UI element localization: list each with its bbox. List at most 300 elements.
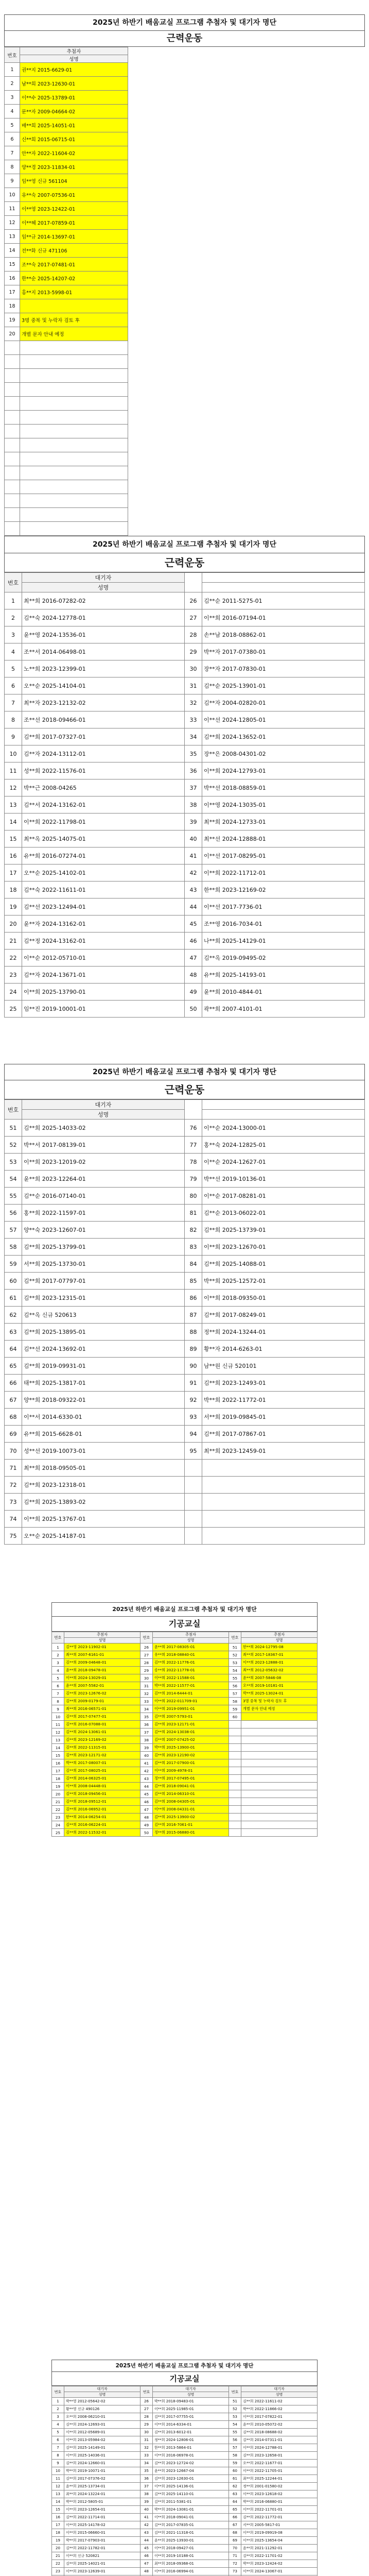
row-number: 33 <box>185 711 202 728</box>
row-number: 20 <box>5 916 22 933</box>
member-name: 이**희 2022-11798-01 <box>22 814 185 831</box>
table-row <box>5 1443 365 1460</box>
member-name: 김**희 2023-12169-02 <box>64 1736 140 1744</box>
program-subtitle: 근력운동 <box>4 553 365 572</box>
row-number: 7 <box>5 146 20 160</box>
row-number: 48 <box>140 1814 153 1821</box>
member-name: 태**희 2025-13817-01 <box>22 1375 185 1392</box>
row-number: 29 <box>140 1667 153 1674</box>
table-row <box>5 1375 365 1392</box>
table-row <box>5 341 365 355</box>
row-number: 20 <box>52 2545 64 2552</box>
row-number: 15 <box>5 831 22 848</box>
row-number <box>5 466 20 480</box>
table-row <box>5 244 365 258</box>
row-number: 42 <box>140 2521 153 2529</box>
row-number: 26 <box>185 592 202 609</box>
member-name: 문**자 2009-04664-02 <box>20 105 128 118</box>
member-name <box>202 1511 365 1528</box>
member-name: 김**희 2014-6444-01 <box>153 1690 229 1698</box>
row-number: 5 <box>5 118 20 132</box>
table-row <box>52 1744 318 1752</box>
table-row <box>5 831 365 848</box>
col-name-header: 성명 <box>241 1638 318 1643</box>
member-name: 이**희 2024-12788-01 <box>241 2444 318 2452</box>
member-name: 박**선 2019-10136-01 <box>202 1171 365 1188</box>
row-number: 11 <box>5 762 22 779</box>
member-name: 박**희 2022-11772-01 <box>202 1392 365 1409</box>
table-row <box>52 1721 318 1728</box>
member-name: 김**희 2023-12315-01 <box>22 1290 185 1307</box>
row-number: 84 <box>185 1256 202 1273</box>
row-number: 39 <box>185 814 202 831</box>
col-no-header: 번호 <box>140 1632 153 1643</box>
col-group-header: 대기자 <box>241 2386 318 2392</box>
row-number <box>229 1829 241 1837</box>
table-row <box>5 1358 365 1375</box>
row-number: 44 <box>140 2537 153 2545</box>
row-number: 26 <box>140 1643 153 1651</box>
member-name: 송**희 2022-11778-01 <box>153 1667 229 1674</box>
table-row <box>5 728 365 745</box>
row-number: 33 <box>140 1698 153 1705</box>
row-number: 39 <box>140 1744 153 1752</box>
note-line: 개별 문자 안내 예정 <box>241 1705 318 1713</box>
member-name: 유**희 2025-14193-01 <box>202 967 365 984</box>
member-name <box>202 1477 365 1494</box>
member-name: 김**희 2022-11776-01 <box>153 1659 229 1667</box>
member-name: 정**희 2015-06880-01 <box>153 1829 229 1837</box>
member-name: 남**희 2023-12630-01 <box>20 77 128 91</box>
table-row <box>5 626 365 643</box>
table-row <box>5 967 365 984</box>
row-number <box>5 522 20 536</box>
member-name: 김**희 2017-07835-01 <box>153 2521 229 2529</box>
row-number: 28 <box>140 1659 153 1667</box>
table-row <box>5 865 365 882</box>
table-row <box>5 327 365 341</box>
row-number: 53 <box>5 1154 22 1171</box>
member-name: 김**희 2022-11315-01 <box>64 1744 140 1752</box>
row-number: 58 <box>5 1239 22 1256</box>
row-number: 20 <box>5 327 20 341</box>
table-row <box>5 1188 365 1205</box>
member-name: 황**영 신규 490126 <box>64 2405 140 2413</box>
member-name: 김**희 2017-07797-01 <box>22 1273 185 1290</box>
row-number: 8 <box>52 2452 64 2460</box>
row-number <box>229 1721 241 1728</box>
table-row <box>5 63 365 77</box>
member-name: 김**희 2025-13893-02 <box>22 1494 185 1511</box>
row-number: 20 <box>52 1790 64 1798</box>
member-name: 박**희 2017-08007-01 <box>64 1759 140 1767</box>
table-row <box>5 1460 365 1477</box>
row-number: 86 <box>185 1290 202 1307</box>
row-number: 27 <box>185 609 202 626</box>
row-number <box>5 508 20 522</box>
row-number: 53 <box>229 2413 241 2421</box>
member-name: 배**희 2025-14051-01 <box>20 118 128 132</box>
table-row <box>5 452 365 466</box>
row-number: 42 <box>185 865 202 882</box>
table-row <box>52 1752 318 1759</box>
row-number: 28 <box>185 626 202 643</box>
table-row <box>5 899 365 916</box>
row-number: 40 <box>140 2506 153 2514</box>
row-number: 67 <box>5 1392 22 1409</box>
table-row <box>5 660 365 677</box>
member-name: 김**희 2021-11318-01 <box>153 2529 229 2537</box>
member-name: 오**희 2019-10181-01 <box>241 1682 318 1690</box>
member-name: 유**희 2018-08840-01 <box>153 1651 229 1659</box>
note-line: 3명 중복 및 누락자 검토 후 <box>241 1698 318 1705</box>
row-number: 64 <box>5 1341 22 1358</box>
row-number: 19 <box>52 1783 64 1790</box>
table-row <box>52 1690 318 1698</box>
member-name: 이**희 2013-05984-02 <box>64 2436 140 2444</box>
row-number <box>229 1783 241 1790</box>
member-name: 윤**희 2023-12667-04 <box>153 2467 229 2475</box>
member-name: 이**영 2023-12422-01 <box>20 202 128 216</box>
member-name: 이**희 2019-09919-08 <box>241 2529 318 2537</box>
member-name: 김**희 2007-5793-01 <box>153 1713 229 1721</box>
member-name: 김**희 2025-14149-01 <box>64 2444 140 2452</box>
member-name: 이**수 2025-13789-01 <box>20 91 128 105</box>
row-number: 56 <box>229 1682 241 1690</box>
row-number: 81 <box>185 1205 202 1222</box>
member-name <box>20 466 128 480</box>
table-row <box>5 132 365 146</box>
member-name: 김**순 2013-06022-01 <box>202 1205 365 1222</box>
member-name <box>241 1798 318 1806</box>
row-number: 11 <box>52 1721 64 1728</box>
member-name: 황**자 2014-6263-01 <box>202 1341 365 1358</box>
waitlist-table <box>51 2386 318 2576</box>
member-name: 최**희 2024-12733-01 <box>202 814 365 831</box>
member-name: 손**남 2018-08862-01 <box>202 626 365 643</box>
member-name: 김**희 2022-11701-02 <box>241 2552 318 2560</box>
row-number: 38 <box>185 796 202 814</box>
row-number: 9 <box>5 728 22 745</box>
sheet-title: 2025년 하반기 배움교실 프로그램 추첨자 및 대기자 명단 <box>4 1064 365 1080</box>
row-number: 44 <box>140 1783 153 1790</box>
member-name: 곽**희 2007-4101-01 <box>202 1001 365 1018</box>
col-no-header: 번호 <box>229 2386 241 2398</box>
table-row <box>5 1001 365 1018</box>
row-number <box>5 494 20 508</box>
row-number: 41 <box>140 2514 153 2521</box>
row-number: 9 <box>5 174 20 188</box>
row-number <box>5 397 20 411</box>
member-name: 김**희 2017-07867-01 <box>202 1426 365 1443</box>
col-group-header: 추첨자 <box>64 1632 140 1638</box>
row-number: 2 <box>52 2405 64 2413</box>
member-name: 이**순 2012-05710-01 <box>22 950 185 967</box>
member-name: 이**순 2024-13000-01 <box>202 1120 365 1137</box>
table-row <box>5 848 365 865</box>
row-number: 36 <box>140 1721 153 1728</box>
row-number: 50 <box>185 1001 202 1018</box>
member-name: 김**희 2025-13739-01 <box>202 1222 365 1239</box>
member-name: 이**선 2017-7736-01 <box>202 899 365 916</box>
table-row <box>52 2452 318 2460</box>
sheet-qigong-selected <box>51 1602 318 2066</box>
member-name: 양**희 2018-09322-01 <box>22 1392 185 1409</box>
row-number: 34 <box>185 728 202 745</box>
member-name: 김**희 2022-11611-02 <box>241 2398 318 2405</box>
member-name: 김**희 2024-13038-01 <box>153 1728 229 1736</box>
member-name: 이**희 2023-12670-01 <box>202 1239 365 1256</box>
row-number: 3 <box>5 91 20 105</box>
row-number <box>185 1494 202 1511</box>
member-name <box>20 383 128 397</box>
row-number: 2 <box>52 1651 64 1659</box>
row-number: 7 <box>52 2444 64 2452</box>
table-row <box>52 1659 318 1667</box>
member-name: 안**자 2022-11604-02 <box>20 146 128 160</box>
row-number: 33 <box>140 2452 153 2460</box>
member-name <box>202 1528 365 1545</box>
row-number: 13 <box>52 2490 64 2498</box>
member-name: 이**희 2016-06978-01 <box>153 2452 229 2460</box>
table-row <box>5 369 365 383</box>
row-number: 68 <box>229 2529 241 2537</box>
table-row <box>5 1324 365 1341</box>
row-number: 65 <box>5 1358 22 1375</box>
row-number: 58 <box>229 2452 241 2460</box>
row-number: 8 <box>5 160 20 174</box>
row-number <box>229 1798 241 1806</box>
table-row <box>5 480 365 494</box>
member-name: 김**희 2017-07755-01 <box>153 2413 229 2421</box>
table-row <box>52 2467 318 2475</box>
row-number: 42 <box>140 1767 153 1775</box>
table-row <box>5 1494 365 1511</box>
member-name: 김**희 2013-6012-01 <box>153 2429 229 2436</box>
col-name-header: 성명 <box>153 2392 229 2398</box>
table-row <box>5 745 365 762</box>
row-number: 63 <box>229 2490 241 2498</box>
row-number <box>5 480 20 494</box>
row-number: 73 <box>229 2568 241 2575</box>
table-row <box>5 762 365 779</box>
row-number: 62 <box>229 2483 241 2490</box>
member-name: 한**희 2013-5864-01 <box>153 2444 229 2452</box>
member-name: 나**희 2025-14129-01 <box>202 933 365 950</box>
row-number: 62 <box>5 1307 22 1324</box>
table-row <box>52 2405 318 2413</box>
member-name: 홍**희 2022-11597-01 <box>22 1205 185 1222</box>
row-number: 1 <box>52 1643 64 1651</box>
table-row <box>52 1682 318 1690</box>
table-row <box>52 2475 318 2483</box>
row-number: 41 <box>140 1759 153 1767</box>
member-name <box>20 397 128 411</box>
member-name: 김**희 2023-12171-01 <box>153 1721 229 1728</box>
member-name: 이**희 2016-07194-01 <box>202 609 365 626</box>
member-name: 김**숙 2022-11611-01 <box>22 882 185 899</box>
member-name: 이**선 2017-08295-01 <box>202 848 365 865</box>
table-row <box>5 933 365 950</box>
row-number: 9 <box>52 1705 64 1713</box>
col-no-header: 번호 <box>140 2386 153 2398</box>
row-number: 7 <box>5 694 22 711</box>
row-number: 40 <box>185 831 202 848</box>
row-number: 31 <box>185 677 202 694</box>
member-name: 박**서 2017-08139-01 <box>22 1137 185 1154</box>
row-number: 74 <box>5 1511 22 1528</box>
table-row <box>5 984 365 1001</box>
row-number: 69 <box>229 2537 241 2545</box>
col-group-header: 대기자 <box>153 2386 229 2392</box>
table-row <box>52 2521 318 2529</box>
member-name: 이**희 2022-011709-01 <box>153 1698 229 1705</box>
row-number: 14 <box>52 2498 64 2506</box>
table-row <box>52 2529 318 2537</box>
member-name <box>241 1728 318 1736</box>
member-name: 한**희 2014-06254-01 <box>64 1814 140 1821</box>
member-name <box>20 425 128 438</box>
member-name: 이**희 2008-04448-01 <box>64 1783 140 1790</box>
table-row <box>5 814 365 831</box>
col-no-header: 번호 <box>5 47 20 63</box>
table-row <box>52 2560 318 2568</box>
table-row <box>52 1698 318 1705</box>
member-name: 서**희 2025-13730-01 <box>22 1256 185 1273</box>
row-number: 46 <box>140 2552 153 2560</box>
waitlist-table <box>4 572 365 1018</box>
row-number: 95 <box>185 1443 202 1460</box>
row-number: 57 <box>5 1222 22 1239</box>
col-no-header: 번호 <box>52 2386 64 2398</box>
row-number: 70 <box>5 1443 22 1460</box>
member-name: 최**희 2018-09368-01 <box>153 2560 229 2568</box>
row-number: 31 <box>140 1682 153 1690</box>
row-number: 30 <box>140 1674 153 1682</box>
table-row <box>5 299 365 313</box>
member-name: 한**희 2024-12795-08 <box>241 1643 318 1651</box>
row-number <box>5 383 20 397</box>
program-subtitle: 근력운동 <box>4 31 365 47</box>
row-number: 3 <box>52 2413 64 2421</box>
row-number <box>5 452 20 466</box>
member-name <box>241 1829 318 1837</box>
row-number: 19 <box>5 899 22 916</box>
row-number: 55 <box>229 2429 241 2436</box>
col-name-header: 성명 <box>64 2392 140 2398</box>
table-row <box>52 2413 318 2421</box>
sheet-title: 2025년 하반기 배움교실 프로그램 추첨자 및 대기자 명단 <box>51 2360 318 2372</box>
row-number: 48 <box>140 2568 153 2575</box>
row-number: 30 <box>185 660 202 677</box>
table-row <box>5 1511 365 1528</box>
table-row <box>52 2498 318 2506</box>
member-name: 김**희 2016-06224-01 <box>64 1821 140 1829</box>
row-number <box>229 1752 241 1759</box>
table-row <box>52 1713 318 1721</box>
row-number: 60 <box>229 2467 241 2475</box>
member-name: 김**희 2018-09456-01 <box>64 1790 140 1798</box>
row-number <box>5 355 20 369</box>
table-row <box>52 1643 318 1651</box>
member-name: 김**희 2017-07477-01 <box>64 1713 140 1721</box>
row-number: 60 <box>229 1713 241 1721</box>
row-number: 25 <box>52 1829 64 1837</box>
col-name-header: 성명 <box>22 583 185 592</box>
row-number: 22 <box>5 950 22 967</box>
table-row <box>5 796 365 814</box>
row-number: 13 <box>5 796 22 814</box>
member-name: 김**선 2024-13692-01 <box>22 1341 185 1358</box>
member-name: 윤**희 2018-09478-01 <box>64 1667 140 1674</box>
row-number: 67 <box>229 2521 241 2529</box>
member-name: 김**희 2022-11532-01 <box>64 1829 140 1837</box>
row-number: 5 <box>5 660 22 677</box>
table-row <box>5 1392 365 1409</box>
member-name <box>20 438 128 452</box>
row-number: 82 <box>185 1222 202 1239</box>
table-row <box>5 160 365 174</box>
row-number: 52 <box>5 1137 22 1154</box>
row-number: 48 <box>185 967 202 984</box>
member-name: 성**희 2022-11576-01 <box>22 762 185 779</box>
member-name: 이**희 2025-13767-01 <box>22 1511 185 1528</box>
member-name: 김**희 2023-12724-02 <box>153 2460 229 2467</box>
row-number <box>5 438 20 452</box>
member-name: 최**희 2018-09505-01 <box>22 1460 185 1477</box>
row-number: 88 <box>185 1324 202 1341</box>
row-number: 17 <box>5 865 22 882</box>
row-number: 78 <box>185 1154 202 1171</box>
row-number: 2 <box>5 609 22 626</box>
row-number: 65 <box>229 2506 241 2514</box>
row-number: 69 <box>5 1426 22 1443</box>
row-number: 4 <box>52 1667 64 1674</box>
member-name: 조**숙 2017-07481-01 <box>20 258 128 272</box>
table-row <box>52 2398 318 2405</box>
member-name: 김**희 2022-11782-01 <box>64 2545 140 2552</box>
row-number: 10 <box>5 188 20 202</box>
row-number: 46 <box>185 933 202 950</box>
member-name: 박**희 2025-13024-01 <box>241 1690 318 1698</box>
member-name: 김**희 2008-04305-01 <box>153 1798 229 1806</box>
member-name: 양**경 2023-11834-01 <box>20 160 128 174</box>
table-row <box>52 1674 318 1682</box>
row-number: 45 <box>185 916 202 933</box>
table-row <box>5 438 365 452</box>
member-name <box>20 341 128 355</box>
member-name: 박**희 2025-13900-01 <box>153 1744 229 1752</box>
member-name <box>241 1814 318 1821</box>
table-row <box>52 1775 318 1783</box>
row-number: 8 <box>5 711 22 728</box>
sheet-qigong-waitlist <box>51 2360 318 2576</box>
row-number: 17 <box>5 285 20 299</box>
row-number <box>229 1759 241 1767</box>
row-number: 41 <box>185 848 202 865</box>
member-name: 오**순 2025-14102-01 <box>22 865 185 882</box>
member-name: 노**희 2023-12399-01 <box>22 660 185 677</box>
table-row <box>5 188 365 202</box>
row-number: 92 <box>185 1392 202 1409</box>
row-number: 75 <box>5 1528 22 1545</box>
row-number: 14 <box>5 814 22 831</box>
member-name <box>20 369 128 383</box>
member-name: 조**서 2014-06498-01 <box>22 643 185 660</box>
member-name: 장**자 2017-07830-01 <box>202 660 365 677</box>
member-name: 이**희 2015-06660-01 <box>64 2529 140 2537</box>
row-number: 6 <box>5 677 22 694</box>
